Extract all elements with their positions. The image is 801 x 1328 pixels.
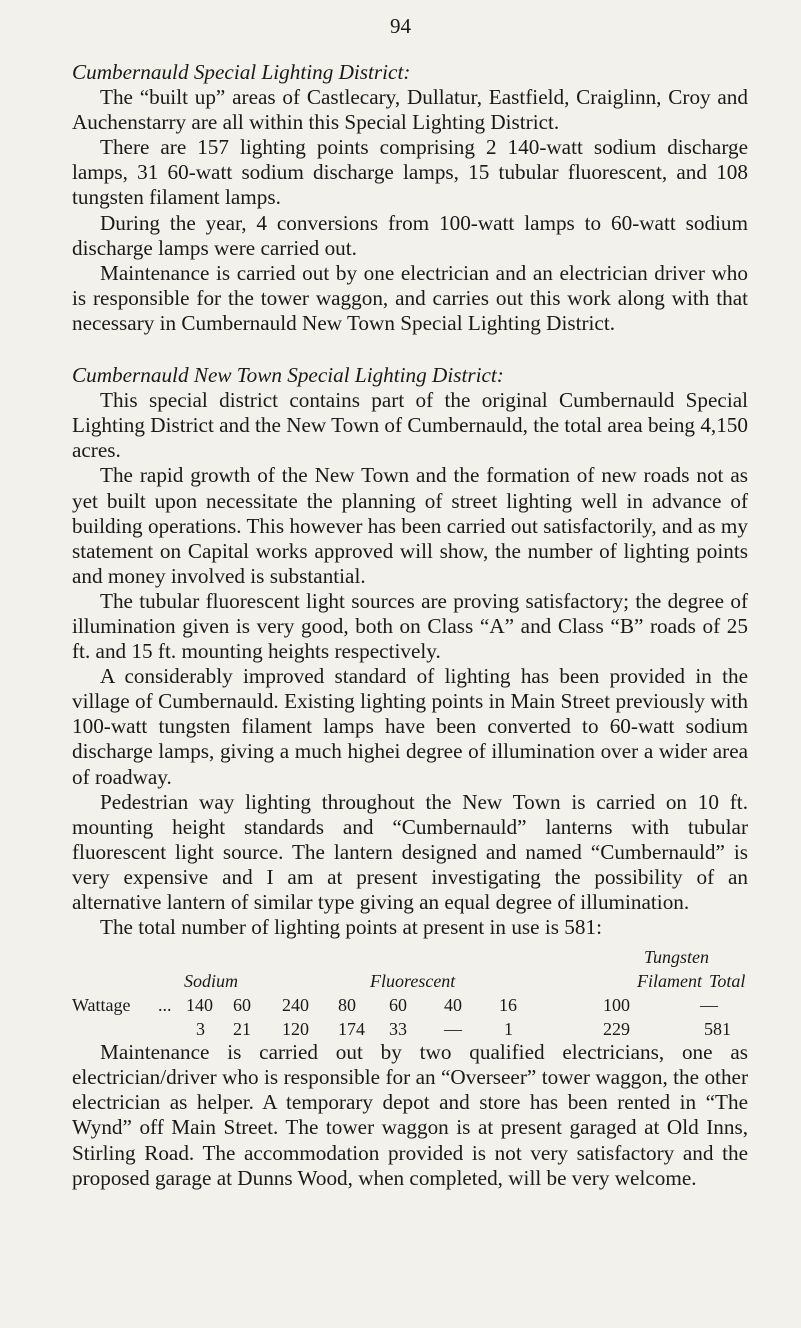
- section-heading-new-town: Cumbernauld New Town Special Lighting District:: [72, 363, 504, 388]
- paragraph: This special district contains part of the original Cumbernauld Special Lighting District and the New Town of Cumbernauld, the total area being 4,150 acres.: [72, 388, 748, 463]
- table-cell: 16: [499, 995, 517, 1016]
- table-cell: 120: [282, 1019, 309, 1040]
- table-cell: 229: [603, 1019, 630, 1040]
- table-cell: —: [444, 1019, 462, 1040]
- paragraph: There are 157 lighting points comprising 2 140-watt sodium discharge lamps, 31 60-watt sodium discharge lamps, 15 tubular fluorescent, and 108 tungsten filament lamps.: [72, 135, 748, 210]
- paragraph: A considerably improved standard of lighting has been provided in the village of Cumbernauld. Existing lighting points in Main Street previously with 100-watt tungsten filament lamps have been converted to 60-watt sodium discharge lamps, giving a much highei degree of illumination over a wider area of roadway.: [72, 664, 748, 789]
- header-total: Total: [709, 971, 746, 992]
- row-label-wattage: Wattage: [72, 995, 131, 1016]
- header-filament: Filament: [637, 971, 702, 992]
- table-cell: 581: [704, 1019, 731, 1040]
- paragraph: The tubular fluorescent light sources are proving satisfactory; the degree of illumination given is very good, both on Class “A” and Class “B” roads of 25 ft. and 15 ft. mounting heights respectively.: [72, 588, 748, 664]
- table-cell: 3: [196, 1019, 205, 1040]
- header-sodium: Sodium: [184, 971, 238, 992]
- paragraph: The “built up” areas of Castlecary, Dullatur, Eastfield, Craiglinn, Croy and Auchenstarry are all within this Special Lighting District.: [72, 85, 748, 135]
- lighting-points-table: [72, 942, 748, 1040]
- paragraph: The rapid growth of the New Town and the formation of new roads not as yet built upon necessitate the planning of street lighting well in advance of building operations. This however has been carried out satisfactorily, and as my statement on Capital works approved will show, the number of lighting points and money involved is substantial.: [72, 463, 748, 588]
- table-cell: 140: [186, 995, 213, 1016]
- paragraph: Maintenance is carried out by one electrician and an electrician driver who is responsible for the tower waggon, and carries out this work along with that necessary in Cumbernauld New Town Special Lighting District.: [72, 260, 748, 335]
- header-tungsten: Tungsten: [644, 947, 710, 968]
- paragraph: During the year, 4 conversions from 100-watt lamps to 60-watt sodium discharge lamps were carried out.: [72, 210, 748, 260]
- table-cell: 80: [338, 995, 356, 1016]
- paragraph: Pedestrian way lighting throughout the New Town is carried on 10 ft. mounting height standards and “Cumbernauld” lanterns with tubular fluorescent light source. The lantern designed and named “Cumbernauld” is very expensive and I am at present investigating the possibility of an alternative lantern of similar type giving an equal degree of illumination.: [72, 789, 748, 914]
- header-fluorescent: Fluorescent: [370, 971, 456, 992]
- paragraph: Maintenance is carried out by two qualified electricians, one as electrician/driver who is responsible for an “Overseer” tower waggon, the other electrician as helper. A temporary depot and store has been rented in “The Wynd” off Main Street. The tower waggon is at present garaged at Old Inns, Stirling Road. The accommodation provided is not very satisfactory and the proposed garage at Dunns Wood, when completed, will be very welcome.: [72, 1040, 748, 1190]
- table-cell: —: [700, 995, 718, 1016]
- page-number: 94: [390, 14, 411, 38]
- row-leader: ...: [158, 995, 172, 1016]
- section-spacer: [72, 336, 748, 363]
- section-heading-special-lighting: Cumbernauld Special Lighting District:: [72, 60, 411, 84]
- table-cell: 33: [389, 1019, 407, 1040]
- table-cell: 60: [233, 995, 251, 1016]
- table-cell: 21: [233, 1019, 251, 1040]
- table-cell: 174: [338, 1019, 365, 1040]
- table-cell: 60: [389, 995, 407, 1016]
- table-cell: 240: [282, 995, 309, 1016]
- table-cell: 40: [444, 995, 462, 1016]
- table-cell: 1: [504, 1019, 513, 1040]
- table-cell: 100: [603, 995, 630, 1016]
- page-content: [72, 60, 748, 1191]
- paragraph: The total number of lighting points at present in use is 581:: [100, 915, 602, 940]
